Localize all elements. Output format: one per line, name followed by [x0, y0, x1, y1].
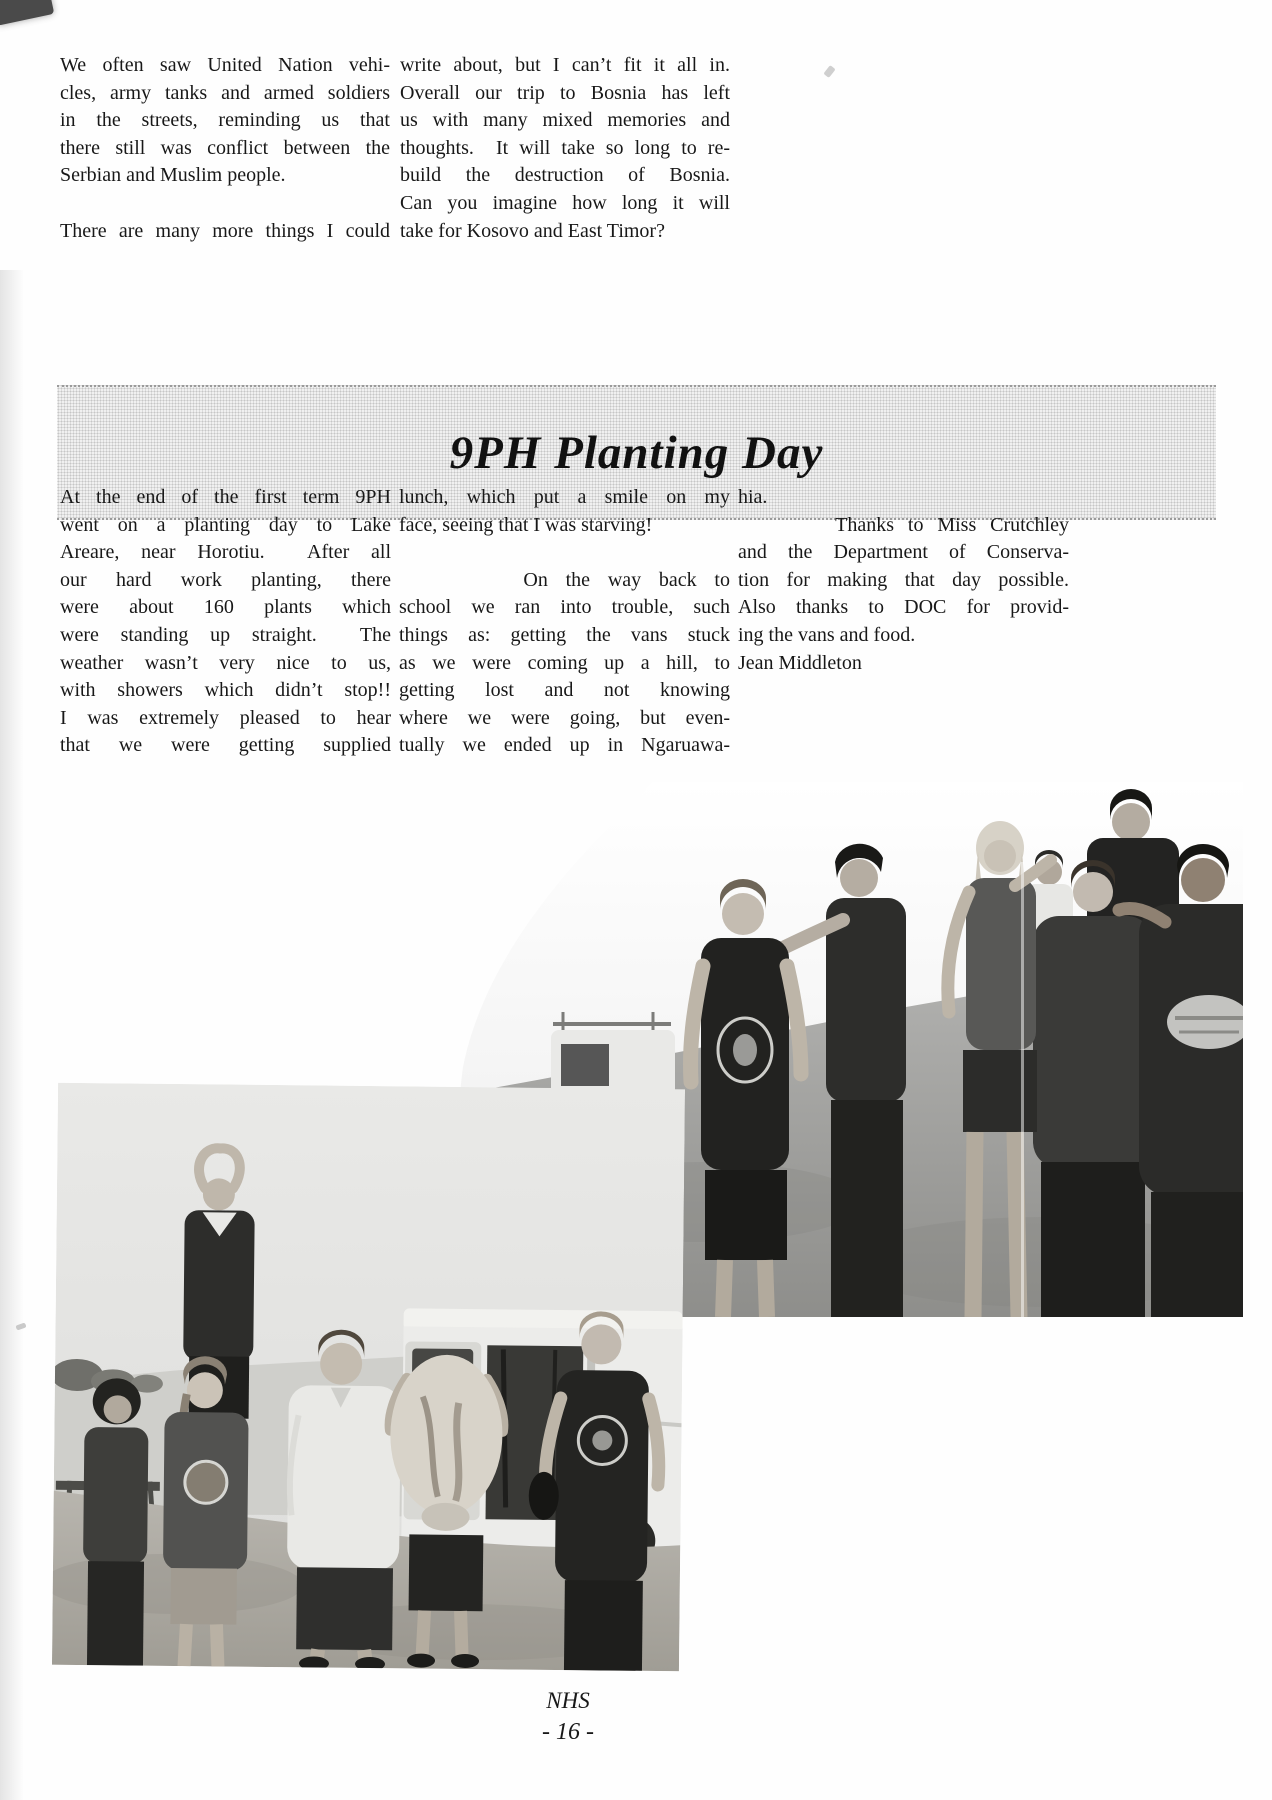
- text-line: and the Department of Conserva-: [738, 541, 1069, 564]
- text-line: weather wasn’t very nice to us,: [60, 651, 391, 674]
- text-line: things as: getting the vans stuck: [399, 623, 730, 646]
- text-line: our hard work planting, there: [60, 568, 391, 591]
- text-line: lunch, which put a smile on my: [399, 486, 730, 508]
- text-line: take for Kosovo and East Timor?: [400, 219, 665, 242]
- photo-van-group: [52, 1083, 685, 1672]
- text-line: were standing up straight. The: [60, 623, 391, 646]
- text-line: tion for making that day possible.: [738, 568, 1069, 591]
- text-line: with showers which didn’t stop!!: [60, 679, 391, 702]
- text-line: At the end of the first term 9PH: [60, 486, 391, 508]
- text-line: build the destruction of Bosnia.: [400, 164, 730, 187]
- text-line: face, seeing that I was starving!: [399, 513, 653, 536]
- text-line: Also thanks to DOC for provid-: [738, 596, 1069, 619]
- text-line: Thanks to Miss Crutchley: [738, 513, 1069, 536]
- page-title: 9PH Planting Day: [449, 426, 824, 479]
- text-line: school we ran into trouble, such: [399, 596, 730, 619]
- text-line: getting lost and not knowing: [399, 679, 730, 702]
- scan-edge-shading: [0, 270, 24, 1800]
- text-line: thoughts. It will take so long to re-: [400, 136, 730, 159]
- intro-column-2: [400, 52, 730, 245]
- page-number: - 16 -: [542, 1719, 594, 1745]
- publication-name: NHS: [546, 1688, 590, 1713]
- text-line: cles, army tanks and armed soldiers: [60, 81, 390, 104]
- scan-corner-mark: [0, 0, 54, 26]
- text-line: There are many more things I could: [60, 219, 390, 242]
- text-line: Overall our trip to Bosnia has left: [400, 81, 730, 104]
- text-line: On the way back to: [399, 568, 730, 591]
- text-line: Serbian and Muslim people.: [60, 164, 286, 187]
- scan-fold-line: [1021, 862, 1024, 1317]
- text-line: hia.: [738, 486, 768, 508]
- text-line: [399, 539, 730, 567]
- planting-day-article: [60, 484, 1070, 760]
- text-line: We often saw United Nation vehi-: [60, 54, 390, 76]
- text-line: tually we ended up in Ngaruawa-: [399, 734, 730, 757]
- text-line: that we were getting supplied: [60, 734, 391, 757]
- scan-speck: [823, 65, 835, 78]
- text-line: us with many mixed memories and: [400, 109, 730, 132]
- text-line: write about, but I can’t fit it all in.: [400, 54, 730, 76]
- text-line: as we were coming up a hill, to: [399, 651, 730, 674]
- text-line: Jean Middleton: [738, 651, 862, 674]
- text-line: Can you imagine how long it will: [400, 191, 730, 214]
- page-footer: [418, 1686, 718, 1748]
- article-column-1: [60, 484, 391, 760]
- intro-column-1: [60, 52, 390, 245]
- text-line: were about 160 plants which: [60, 596, 391, 619]
- text-line: [60, 190, 390, 218]
- text-line: there still was conflict between the: [60, 136, 390, 159]
- text-line: where we were going, but even-: [399, 706, 730, 729]
- text-line: ing the vans and food.: [738, 623, 916, 646]
- figure-girl-plain-dark: [1033, 860, 1153, 1317]
- text-line: Areare, near Horotiu. After all: [60, 541, 391, 564]
- text-line: in the streets, reminding us that: [60, 109, 390, 132]
- text-line: I was extremely pleased to hear: [60, 706, 391, 729]
- article-column-3: [738, 484, 1069, 760]
- text-line: went on a planting day to Lake: [60, 513, 391, 536]
- article-column-2: [399, 484, 730, 760]
- intro-article: [60, 52, 730, 245]
